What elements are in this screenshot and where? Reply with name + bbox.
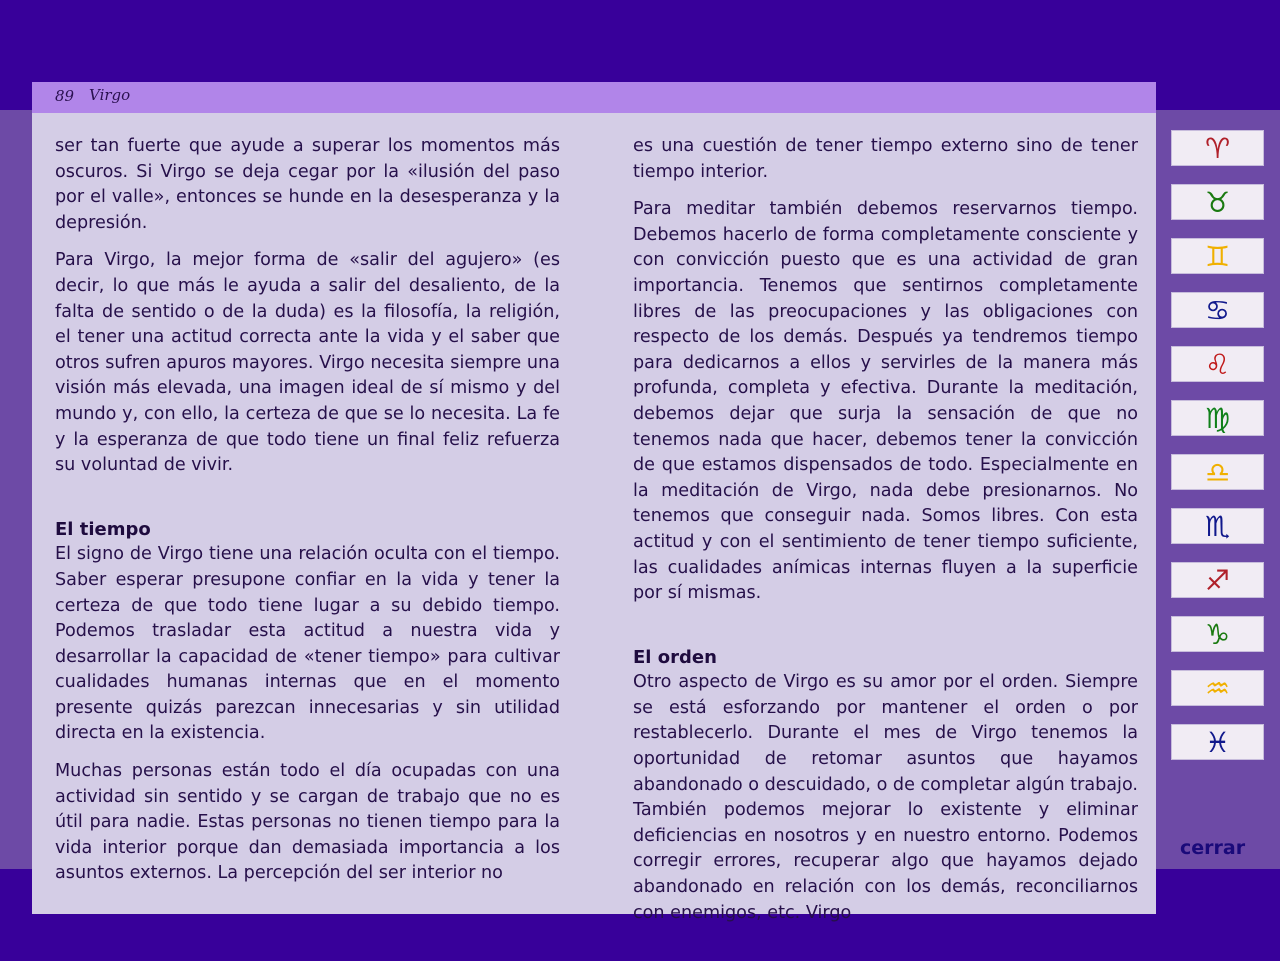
gemini-icon: ♊ (1204, 239, 1231, 273)
page-number: 89 (55, 87, 75, 105)
close-button[interactable]: cerrar (1180, 837, 1246, 859)
zodiac-cancer-button[interactable] (1171, 292, 1264, 328)
sagittarius-icon: ♐ (1204, 563, 1231, 597)
zodiac-sagittarius-button[interactable] (1171, 562, 1264, 598)
paragraph: Para Virgo, la mejor forma de «salir del agujero» (es decir, lo que más le ayuda a salir del desaliento, de la falta de sentido o de la duda) es la filosofía, la religión, el tener una actitud correcta ante la vida y el saber que otros sufren apuros mayores. Virgo necesita siempre una visión más elevada, una imagen ideal de sí mismo y del mundo y, con ello, la certeza de que se lo necesita. La fe y la esperanza de que todo tiene un final feliz refuerza su voluntad de vivir. (55, 250, 560, 476)
libra-icon: ♎ (1204, 455, 1231, 489)
paragraph: Otro aspecto de Virgo es su amor por el orden. Siempre se está esforzando por mantener el orden o por restablecerlo. Durante el mes de Virgo tenemos la oportunidad de retomar asuntos que hayamos abandonado o descuidado, o de completar algún trabajo. También podemos mejorar lo existente y eliminar deficiencias en nosotros y en nuestro entorno. Podemos corregir errores, recuperar algo que hayamos dejado abandonado en relación con los demás, reconciliarnos con enemigos, etc. Virgo (633, 672, 1138, 923)
taurus-icon: ♉ (1204, 185, 1231, 219)
zodiac-pisces-button[interactable] (1171, 724, 1264, 760)
section-heading: El tiempo (55, 518, 151, 540)
scorpio-icon: ♏ (1204, 509, 1231, 543)
zodiac-taurus-button[interactable] (1171, 184, 1264, 220)
leo-icon: ♌ (1204, 347, 1231, 381)
section-heading: El orden (633, 646, 717, 668)
zodiac-aries-button[interactable] (1171, 130, 1264, 166)
page-header (32, 82, 1156, 113)
capricorn-icon: ♑ (1204, 617, 1231, 651)
book-page (32, 82, 1156, 923)
cancer-icon: ♋ (1204, 293, 1231, 327)
paragraph: Para meditar también debemos reservarnos tiempo. Debemos hacerlo de forma completamente consciente y con convicción puesto que es una actividad de gran importancia. Tenemos que sentirnos completamente libres de las preocupaciones y las obligaciones con respecto de los demás. Después ya tendremos tiempo para dedicarnos a ellos y servirles de la manera más profunda, completa y efectiva. Durante la meditación, debemos dejar que surja la sensación de que no tenemos nada que hacer, debemos tener la convicción de que estamos dispensados de todo. Especialmente en la meditación de Virgo, nada debe presionarnos. No tenemos que conseguir nada. Somos libres. Con esta actitud y con el sentimiento de tener tiempo suficiente, las cualidades anímicas internas fluyen a la superficie por sí mismas. (633, 199, 1138, 604)
section-title: Virgo (89, 86, 131, 104)
zodiac-aquarius-button[interactable] (1171, 670, 1264, 706)
zodiac-scorpio-button[interactable] (1171, 508, 1264, 544)
right-column (633, 134, 1138, 938)
zodiac-capricorn-button[interactable] (1171, 616, 1264, 652)
zodiac-gemini-button[interactable] (1171, 238, 1264, 274)
left-column (55, 134, 560, 899)
aquarius-icon: ♒ (1204, 671, 1231, 705)
pisces-icon: ♓ (1204, 725, 1231, 759)
virgo-icon: ♍ (1204, 401, 1231, 435)
paragraph: El signo de Virgo tiene una relación oculta con el tiempo. Saber esperar presupone confiar en la vida y tener la certeza de que todo tiene lugar a su debido tiempo. Podemos trasladar esta actitud a nuestra vida y desarrollar la capacidad de «tener tiempo» para cultivar cualidades humanas internas que en el momento presente quizás parezcan innecesarias y sin utilidad directa en la existencia. (55, 544, 560, 744)
paragraph: es una cuestión de tener tiempo externo sino de tener tiempo interior. (633, 136, 1138, 182)
zodiac-virgo-button[interactable] (1171, 400, 1264, 436)
zodiac-libra-button[interactable] (1171, 454, 1264, 490)
paragraph: ser tan fuerte que ayude a superar los momentos más oscuros. Si Virgo se deja cegar por la «ilusión del paso por el valle», entonces se hunde en la desesperanza y la depresión. (55, 136, 560, 233)
paragraph: Muchas personas están todo el día ocupadas con una actividad sin sentido y se cargan de trabajo que no es útil para nadie. Estas personas no tienen tiempo para la vida interior porque dan demasiada importancia a los asuntos externos. La percepción del ser interior no (55, 761, 560, 884)
aries-icon: ♈ (1204, 131, 1231, 165)
zodiac-leo-button[interactable] (1171, 346, 1264, 382)
